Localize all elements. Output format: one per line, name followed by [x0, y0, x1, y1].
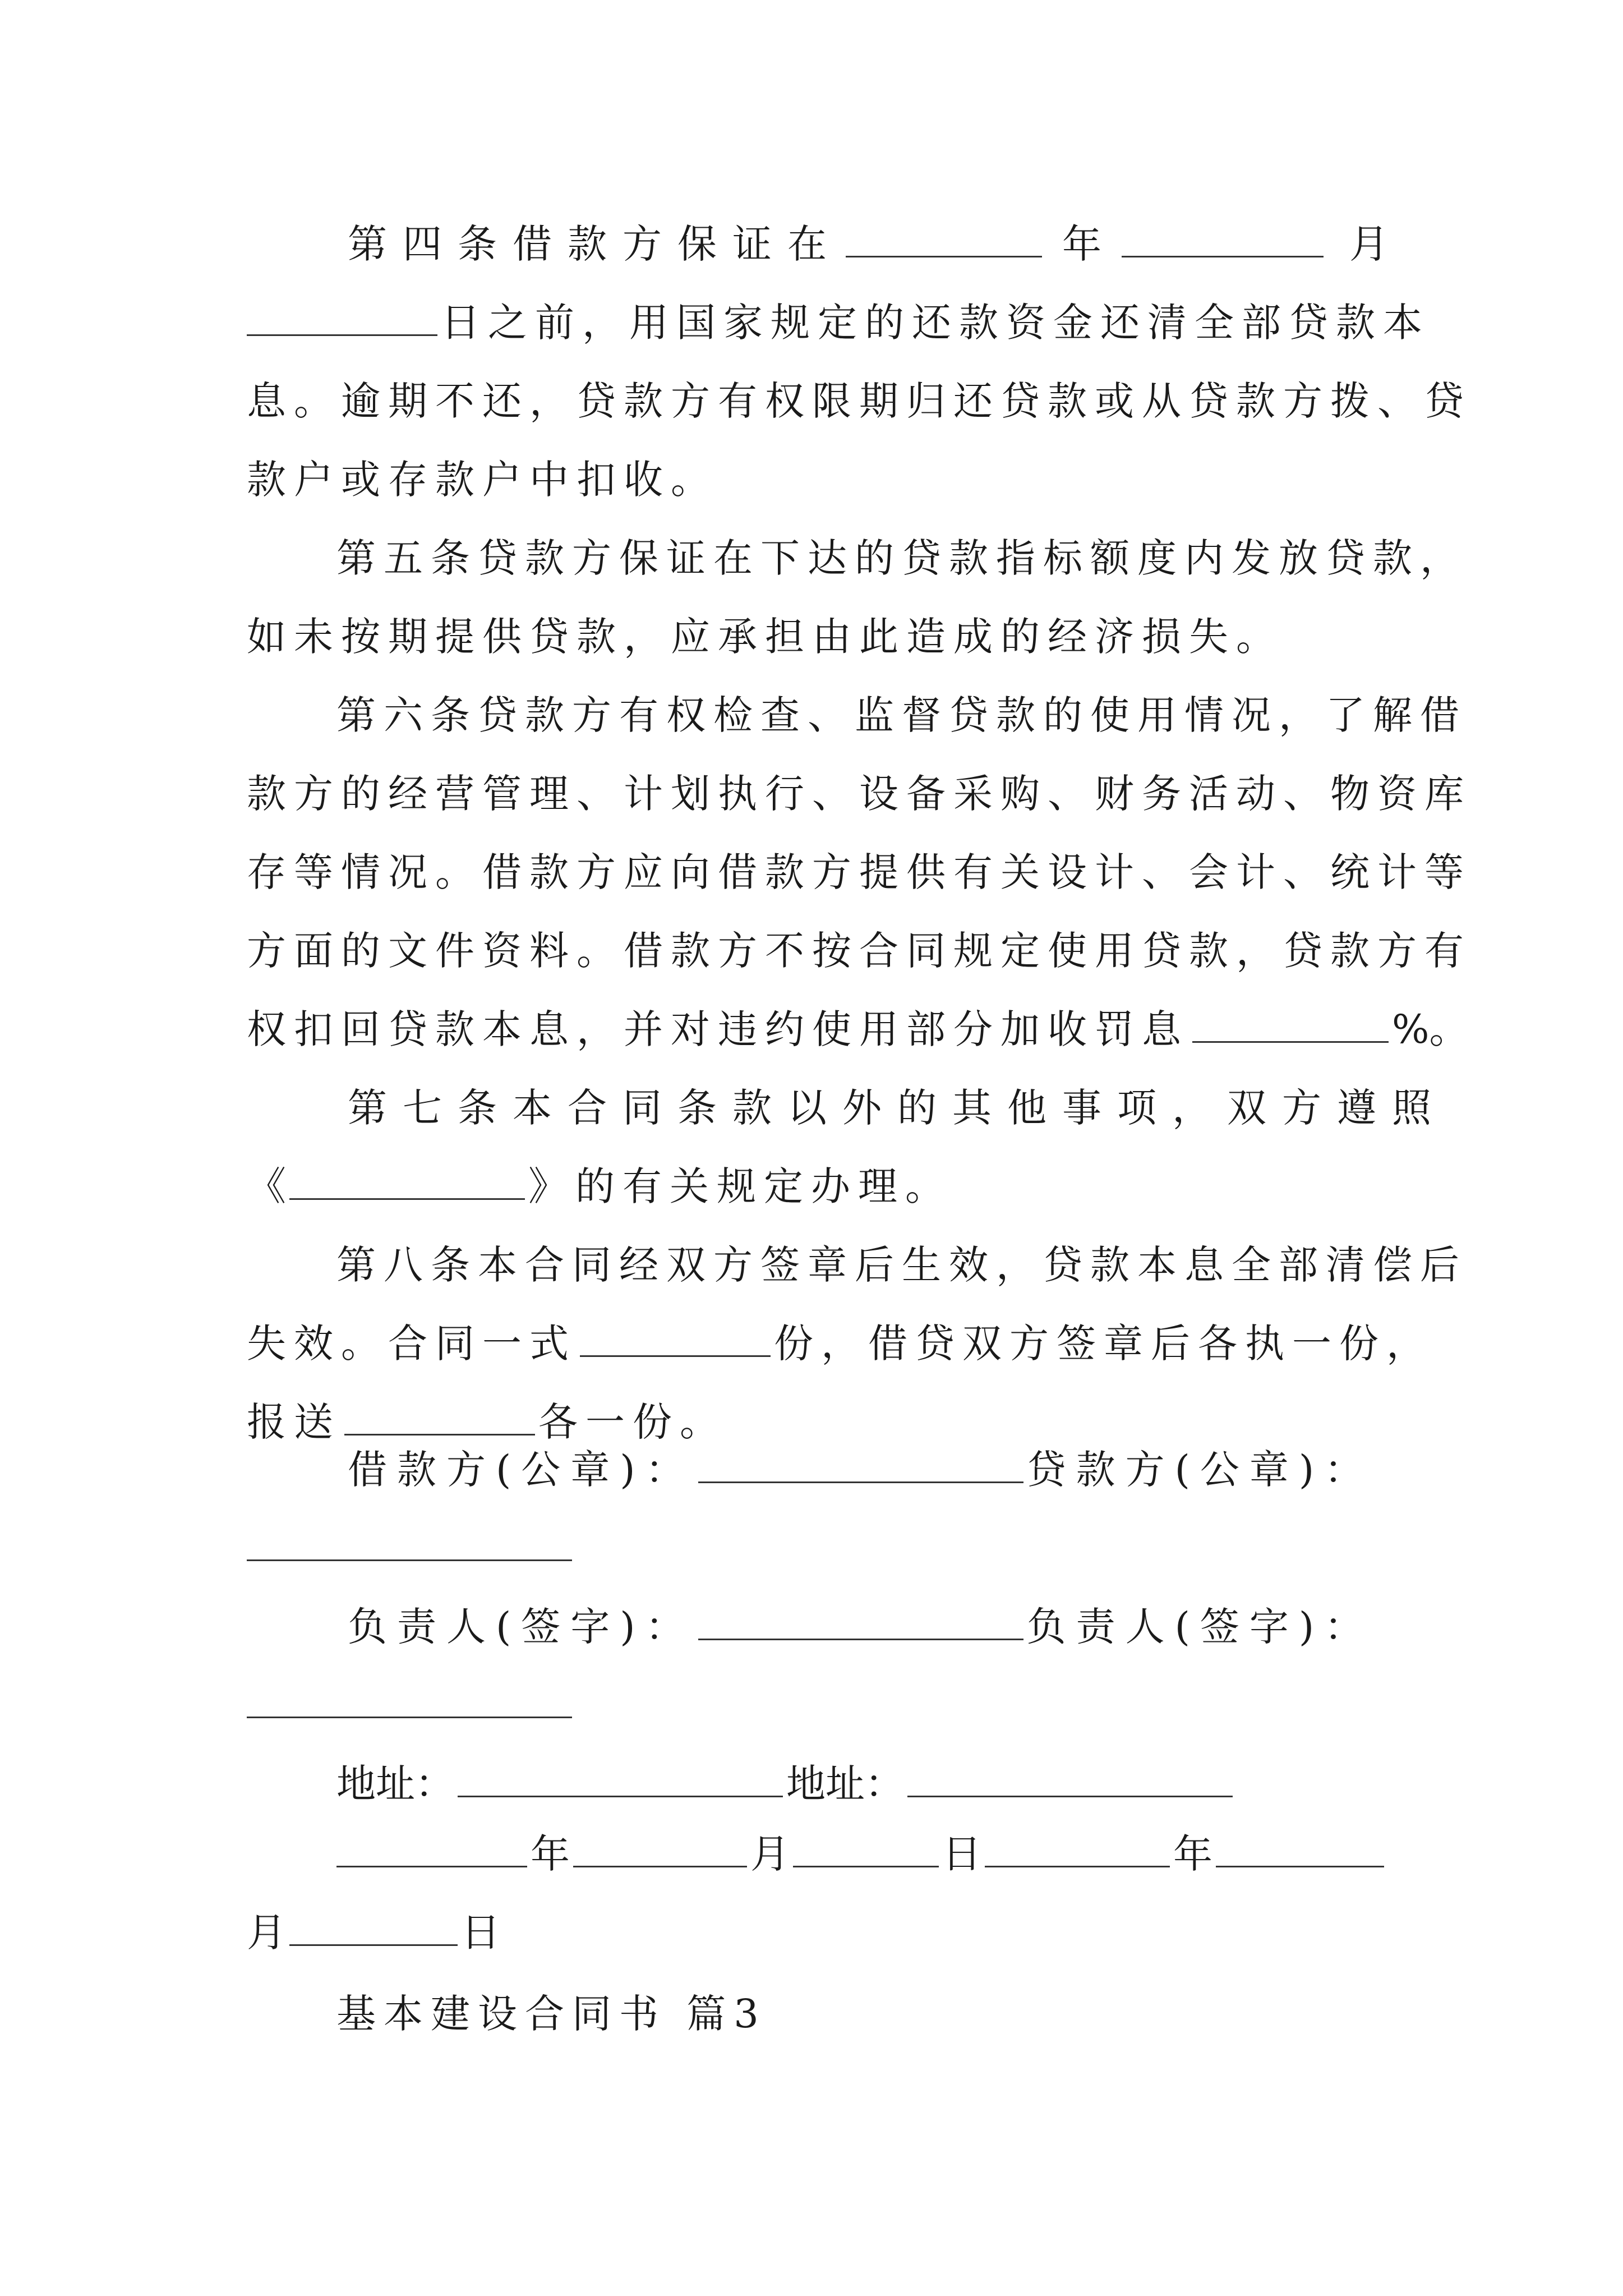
article-7-line-1 — [348, 1069, 1447, 1147]
article-7-line-2 — [247, 1147, 1380, 1226]
day-label-2: 日 — [461, 1910, 500, 1955]
article-5-text-b: 如未按期提供贷款，应承担由此造成的经济损失。 — [247, 614, 1283, 660]
month-label-1: 月 — [750, 1831, 790, 1877]
article-6-text-a: 第六条贷款方有权检查、监督贷款的使用情况，了解借 — [336, 692, 1467, 738]
month-label-2: 月 — [247, 1910, 286, 1955]
article-4-line-3 — [247, 362, 1472, 440]
borrower-day-field[interactable] — [793, 1832, 939, 1867]
article-7-text-b: 》的有关规定办理。 — [528, 1163, 952, 1209]
article-6-line-1 — [336, 676, 1467, 754]
article-8-text-b2: 份，借贷双方签章后各执一份， — [774, 1320, 1433, 1366]
year-label-2: 年 — [1173, 1831, 1212, 1877]
borrower-signature-field[interactable] — [698, 1605, 1023, 1640]
lender-seal-field[interactable] — [247, 1559, 572, 1561]
lender-address-field[interactable] — [907, 1762, 1233, 1797]
lender-day-field[interactable] — [289, 1911, 458, 1946]
article-8-text-a: 第八条本合同经双方签章后生效，贷款本息全部清偿后 — [336, 1242, 1467, 1288]
article-6-text-f: %。 — [1392, 1006, 1469, 1052]
borrower-seal-field[interactable] — [698, 1448, 1023, 1483]
day-label-1: 日 — [942, 1831, 981, 1877]
address-line — [336, 1742, 1380, 1826]
article-4-line-1 — [348, 205, 1389, 283]
article-8-text-c2: 各一份。 — [538, 1399, 727, 1445]
article-6-line-4 — [247, 912, 1472, 990]
article-4-line-2 — [247, 283, 1430, 362]
borrower-year-field[interactable] — [336, 1832, 527, 1867]
article-4-text-f: 款户或存款户中扣收。 — [247, 457, 718, 503]
article-7-open-bracket: 《 — [247, 1163, 286, 1209]
lender-seal-label: 贷款方(公章)： — [1026, 1447, 1374, 1493]
article-5-line-1 — [336, 519, 1467, 597]
article-6-text-e: 权扣回贷款本息，并对违约使用部分加收罚息 — [247, 1006, 1189, 1052]
article-6-line-5 — [247, 990, 1469, 1069]
fill-blank-regulation[interactable] — [289, 1165, 525, 1200]
next-section-title — [336, 1975, 1380, 2053]
fill-blank-year[interactable] — [846, 222, 1042, 257]
address-label-2: 地址： — [786, 1761, 904, 1807]
lender-signature-field[interactable] — [247, 1717, 572, 1718]
article-7-text-a: 第七条本合同条款以外的其他事项，双方遵照 — [348, 1085, 1447, 1131]
borrower-month-field[interactable] — [573, 1832, 747, 1867]
article-6-text-c: 存等情况。借款方应向借款方提供有关设计、会计、统计等 — [247, 849, 1472, 895]
lender-person-label: 负责人(签字)： — [1026, 1604, 1374, 1650]
article-8-line-1 — [336, 1226, 1467, 1304]
article-4-text-b: 年 — [1062, 221, 1101, 267]
borrower-person-label: 负责人(签字)： — [348, 1604, 695, 1650]
lender-year-field[interactable] — [985, 1832, 1170, 1867]
fill-blank-day[interactable] — [247, 301, 437, 336]
article-6-line-2 — [247, 754, 1472, 833]
article-4-text-a: 第四条借款方保证在 — [348, 221, 842, 267]
date-line-2 — [247, 1893, 1380, 1972]
seal-line — [348, 1428, 1380, 1512]
article-6-line-3 — [247, 833, 1472, 912]
article-4-text-d: 日之前，用国家规定的还款资金还清全部贷款本 — [441, 300, 1430, 346]
date-line-1 — [336, 1815, 1380, 1893]
lender-month-field-part[interactable] — [1216, 1832, 1384, 1867]
article-4-text-c: 月 — [1349, 221, 1389, 267]
fill-blank-month[interactable] — [1122, 222, 1324, 257]
article-4-line-4 — [247, 440, 1380, 519]
fill-blank-copies[interactable] — [580, 1322, 771, 1357]
borrower-address-field[interactable] — [458, 1762, 783, 1797]
borrower-seal-label: 借款方(公章)： — [348, 1447, 695, 1493]
article-8-text-c1: 报送 — [247, 1399, 341, 1445]
signature-line — [348, 1585, 1380, 1669]
article-6-text-d: 方面的文件资料。借款方不按合同规定使用贷款，贷款方有 — [247, 928, 1472, 974]
article-5-text-a: 第五条贷款方保证在下达的贷款指标额度内发放贷款， — [336, 535, 1467, 581]
year-label-1: 年 — [531, 1831, 570, 1877]
fill-blank-penalty-rate[interactable] — [1192, 1007, 1389, 1043]
article-8-text-b1: 失效。合同一式 — [247, 1320, 577, 1366]
article-6-text-b: 款方的经营管理、计划执行、设备采购、财务活动、物资库 — [247, 771, 1472, 817]
address-label-1: 地址： — [336, 1761, 454, 1807]
next-section-title-text: 基本建设合同书 篇3 — [336, 1991, 767, 2037]
article-4-text-e: 息。逾期不还，贷款方有权限期归还贷款或从贷款方拨、贷 — [247, 378, 1472, 424]
article-8-line-2 — [247, 1304, 1433, 1383]
article-5-line-2 — [247, 597, 1380, 676]
